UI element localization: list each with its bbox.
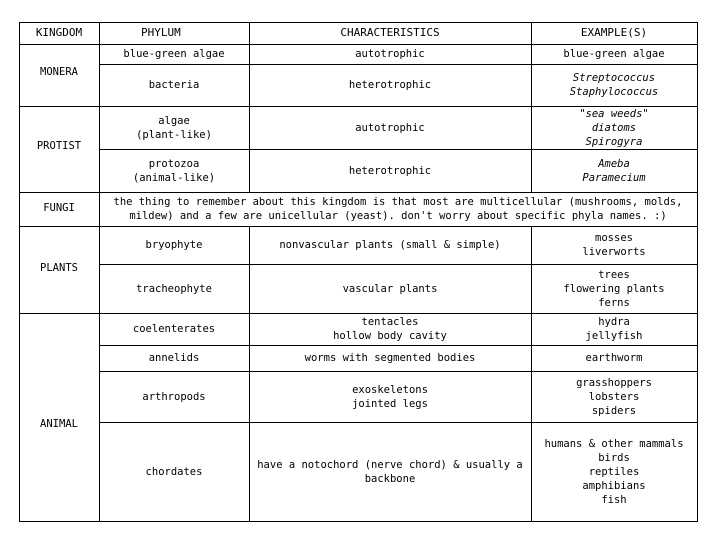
header-rule-kingdom bbox=[19, 44, 99, 45]
header-phylum: PHYLUM bbox=[141, 26, 181, 39]
kingdom-fungi: FUNGI bbox=[43, 202, 75, 214]
phylum-chordates: chordates bbox=[145, 465, 203, 478]
examples-tracheophyte: trees flowering plants ferns bbox=[563, 268, 665, 309]
phylum-annelids: annelids bbox=[148, 352, 200, 364]
characteristics-blue-green-algae: autotrophic bbox=[355, 48, 425, 60]
phylum-coelenterates: coelenterates bbox=[132, 323, 216, 335]
examples-blue-green-algae: blue-green algae bbox=[563, 48, 665, 60]
table-border-bottom bbox=[19, 521, 698, 522]
characteristics-protozoa: heterotrophic bbox=[348, 164, 432, 177]
header-examples: EXAMPLE(S) bbox=[580, 26, 648, 39]
examples-annelids: earthworm bbox=[585, 352, 643, 364]
fungi-note: the thing to remember about this kingdom is that most are multicellular (mushrooms, molds, mildew) and a few are unicellular (yeast). don't worry about specific phyla names. :) bbox=[113, 196, 683, 222]
header-characteristics: CHARACTERISTICS bbox=[340, 26, 440, 39]
characteristics-algae: autotrophic bbox=[355, 121, 425, 134]
examples-coelenterates: hydra jellyfish bbox=[585, 316, 643, 342]
characteristics-bryophyte: nonvascular plants (small & simple) bbox=[279, 239, 501, 251]
characteristics-bacteria: heterotrophic bbox=[348, 79, 432, 91]
characteristics-annelids: worms with segmented bodies bbox=[304, 352, 476, 364]
phylum-tracheophyte: tracheophyte bbox=[136, 282, 212, 295]
examples-bryophyte: mosses liverworts bbox=[582, 232, 646, 258]
phylum-bryophyte: bryophyte bbox=[145, 239, 203, 251]
kingdom-animal: ANIMAL bbox=[40, 418, 78, 430]
examples-algae: "sea weeds" diatoms Spirogyra bbox=[579, 107, 649, 148]
characteristics-tracheophyte: vascular plants bbox=[342, 282, 438, 295]
phylum-protozoa: protozoa (animal-like) bbox=[132, 157, 216, 184]
characteristics-arthropods: exoskeletons jointed legs bbox=[352, 383, 428, 410]
table-border-right bbox=[697, 22, 698, 522]
classification-table bbox=[19, 22, 698, 522]
phylum-blue-green-algae: blue-green algae bbox=[123, 48, 225, 60]
phylum-arthropods: arthropods bbox=[142, 390, 206, 403]
header-kingdom: KINGDOM bbox=[35, 26, 83, 39]
examples-arthropods: grasshoppers lobsters spiders bbox=[576, 376, 652, 417]
phylum-algae: algae (plant-like) bbox=[136, 114, 212, 141]
characteristics-chordates: have a notochord (nerve chord) & usually a backbone bbox=[257, 458, 523, 485]
phylum-bacteria: bacteria bbox=[148, 79, 200, 91]
examples-protozoa: Ameba Paramecium bbox=[582, 157, 646, 184]
kingdom-plants: PLANTS bbox=[40, 262, 78, 274]
examples-bacteria: Streptococcus Staphylococcus bbox=[569, 72, 659, 98]
kingdom-protist: PROTIST bbox=[36, 140, 82, 152]
characteristics-coelenterates: tentacles hollow body cavity bbox=[333, 316, 447, 342]
examples-chordates: humans & other mammals birds reptiles amphibians fish bbox=[544, 437, 684, 506]
kingdom-monera: MONERA bbox=[40, 66, 78, 78]
